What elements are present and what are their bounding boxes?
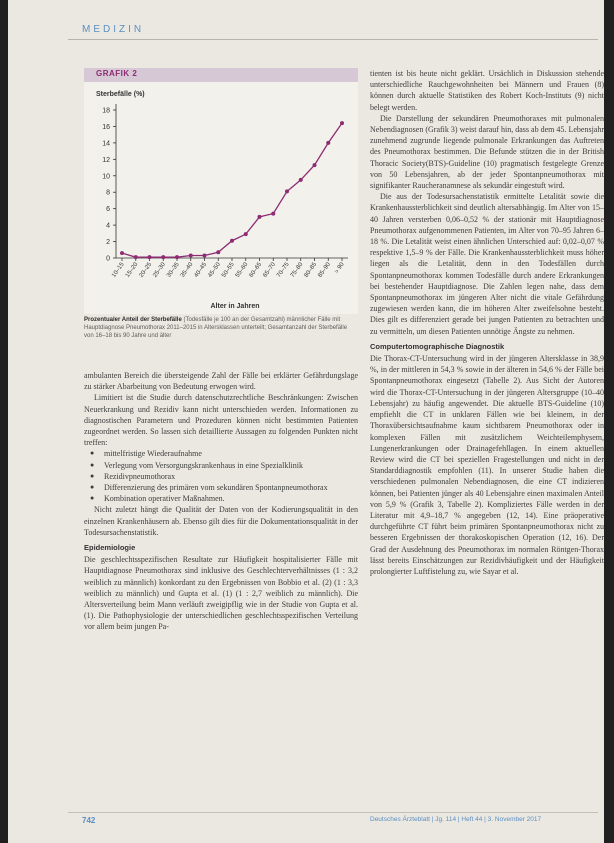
y-tick-label: 18 (102, 107, 110, 115)
x-tick-label: 45–50 (207, 261, 222, 279)
y-tick-label: 0 (106, 255, 110, 263)
line-chart (84, 82, 358, 314)
y-tick-label: 8 (106, 189, 110, 197)
list-item: ● Rezidivpneumothorax (104, 471, 358, 482)
y-tick-label: 4 (106, 222, 110, 230)
x-tick-label: 15–20 (124, 261, 140, 279)
paragraph: ambulanten Bereich die übersteigende Zahl der Fälle bei erklärter Gefährdungslage zu stärker Abarbeitung von Bedeutung erwogen wird. (84, 371, 358, 392)
x-tick-label: 40–45 (193, 261, 209, 279)
paragraph: Die Darstellung der sekundären Pneumothoraxes mit pulmonalen Nebendiagnosen (Grafik 3) weist darauf hin, dass ab dem 45. Lebensjahr zunehmend zugrunde liegende pulmonale Erkrankungen das Auftreten des Pneumothorax bestimmen. Die Befunde stützen die in der British Thoracic Society(BTS)-Guideline (10) pragmatisch festgelegte Grenze von 50 Lebensjahren, ab der jeder Spontanpneumothorax mit signifikanter Raucheranamnese als sekundär eingestuft wird. (370, 113, 604, 191)
data-point (244, 232, 248, 236)
figure-box (84, 68, 358, 314)
x-tick-label: 20–25 (138, 261, 154, 279)
x-tick-label: 25–30 (152, 261, 167, 279)
x-tick-label: 85–90 (317, 261, 332, 279)
x-axis (111, 258, 348, 279)
y-axis-label: Sterbefälle (%) (96, 91, 145, 98)
x-tick-label: 75–80 (289, 261, 305, 279)
data-point (340, 121, 344, 125)
y-tick-label: 16 (102, 123, 110, 131)
paragraph: Limitiert ist die Studie durch datenschutzrechtliche Beschränkungen: Zwischen Neuerkrankung und Rezidiv kann nicht unterschieden werden. Informationen zu diagnostischen Parametern und Prozeduren können nicht bestimmten Patienten zugeordnet werden. So lassen sich detaillierte Aussagen zu folgenden Punkten nicht treffen: (84, 393, 358, 448)
x-tick-label: 70–75 (276, 261, 291, 279)
list-item: ● mittelfristige Wiederaufnahme (104, 448, 358, 459)
subheading-ct: Computertomographische Diagnostik (370, 341, 505, 351)
y-tick-label: 12 (102, 156, 110, 164)
x-tick-label: > 90 (333, 261, 346, 275)
data-point (230, 239, 234, 243)
data-point (148, 255, 152, 259)
data-point (216, 250, 220, 254)
list-item: ● Kombination operativer Maßnahmen. (104, 493, 358, 504)
x-tick-label: 10–15 (111, 261, 126, 279)
y-tick-label: 10 (102, 173, 110, 181)
y-tick-label: 14 (102, 140, 110, 148)
data-point (134, 255, 138, 259)
paragraph: Die aus der Todesursachenstatistik ermittelte Letalität sowie die Krankenhaussterblichkeit sind deutlich altersabhängig. Im Alter von 15–40 Jahren versterben 0,06–0,52 % der stationär mit Hauptdiagnose Pneumothorax aufgenommenen Patienten, im Alter von 70–95 Jahren 6–18 %. Die Letalität weist einen ähnlichen Unterschied auf: 0,02–0,07 % respektive 1,5–9 % der Fälle. Die Krankenhaussterblichkeit muss höher liegen als die Letalität, denn in den Todesfällen durch Spontanpneumothorax kommen Todesfälle durch andere Erkrankungen bei bestehender Hauptdiagnose. Die Zahlen legen nahe, dass dem Spontanpneumothorax im jüngeren Alter nicht die vitale Gefährdung zugewiesen werden kann, die im höheren Alter zweifelsohne besteht. Dies gilt es differenziert gerade bei jungen Patienten zu betrachten und zu vermitteln, um diesen Patienten unnötige Ängste zu nehmen. (370, 192, 604, 336)
data-point (271, 212, 275, 216)
x-tick-label: 65–70 (262, 261, 277, 279)
x-tick-label: 35–40 (179, 261, 195, 279)
x-tick-label: 60–65 (248, 261, 264, 279)
series-group (120, 121, 344, 259)
x-axis-label: Alter in Jahren (210, 303, 260, 310)
data-point (299, 178, 303, 182)
figure-label: GRAFIK 2 (96, 69, 138, 78)
data-point (175, 255, 179, 259)
caption-text: (Todesfälle je 100 an der Gesamtzahl) männlicher Fälle mit Hauptdiagnose Pneumothorax 2011–2015 in Altersklassen unterteilt; Gesamtanzahl der Sterbefälle von 16–18 bis 90 Jahre und älter (84, 317, 348, 339)
left-column-text (84, 370, 358, 633)
data-point (285, 189, 289, 193)
right-column-text (370, 68, 604, 577)
figure-label-bar (84, 68, 358, 82)
data-point (203, 254, 207, 258)
x-tick-label: 30–35 (166, 261, 181, 279)
page-number: 742 (82, 816, 96, 825)
subheading-epidemiologie: Epidemiologie (84, 543, 136, 553)
data-point (161, 255, 165, 259)
series-line (122, 123, 342, 257)
data-point (120, 251, 124, 255)
paragraph: tienten ist bis heute nicht geklärt. Ursächlich in Diskussion stehende unterschiedliche Rauchgewohnheiten bei Männern und Frauen (8) können durch aktuelle Statistiken des Robert Koch-Instituts (9) nicht belegt werden. (370, 69, 604, 112)
data-point (258, 215, 262, 219)
y-tick-label: 2 (106, 239, 110, 247)
header-rule (68, 39, 598, 40)
figure-caption (84, 316, 356, 340)
data-point (313, 163, 317, 167)
data-point (189, 254, 193, 258)
data-point (326, 141, 330, 145)
paragraph: Die geschlechtsspezifischen Resultate zur Häufigkeit hospitalisierter Fälle mit Hauptdiagnose Pneumothorax sind inklusive des Geschlechterverhältnisses (1 : 3,2 weiblich zu männlich) konkordant zu den Ergebnissen von Bobbio et al. (2) (1 : 3,3 weiblich zu männlich) und Gupta et al. (1) (1 : 2,7 weiblich zu männlich). Die Altersverteilung beim Mann verläuft zweigipflig wie in der Studie von Gupta et al. (1). Die Pathophysiologie der unterschiedlichen geschlechtsspezifischen Verteilung vor allem beim jungen Pa- (84, 555, 358, 632)
limitations-list (84, 448, 358, 504)
list-item: ● Verlegung vom Versorgungskrankenhaus in eine Spezialklinik (104, 460, 358, 471)
caption-bold: Prozentualer Anteil der Sterbefälle (84, 317, 182, 323)
y-tick-label: 6 (106, 206, 110, 214)
x-tick-label: 50–55 (221, 261, 236, 279)
paragraph: Die Thorax-CT-Untersuchung wird in der jüngeren Altersklasse in 38,9 %, in der mittleren in 54,3 % sowie in der älteren in 54,6 % der Fälle bei Spontanpneumothorax eingesetzt (Tabelle 2). Aus Sicht der Autoren wird die Thorax-CT-Untersuchung in der jüngeren Altersgruppe (10–40 Lebensjahr) zu häufig angewendet. Die aktuelle BTS-Guideline (10) empfiehlt die CT in unklaren Fällen wie bei kleinem, in der Thoraxübersichtsaufnahme kaum sichtbarem Pneumothorax oder in komplexen Fällen mit zusätzlichem Weichteilemphysem, Lungenerkrankungen oder Drainagefehllagen. In einem aktuellen Review wird die CT bei speziellen Fragestellungen und nicht in der Standarddiagnostik empfohlen (11). In unserer Studie haben die verschiedenen pulmonalen Nebendiagnosen, die eine CT indizieren können, bei Patienten jünger als 40 Lebensjahre einen maximalen Anteil von 5,9 % (Grafik 3, Tabelle 2). Kompliziertes Fälle werden in der Literatur mit 4,9–18,7 % angegeben (12, 14). Eine präoperative durchgeführte CT führt beim primären Spontanpneumothorax nicht zu besseren Ergebnissen der thorakoskopischen Operation (12, 16). Der Grad der Ausdehnung des Pneumothorax im normalen Röntgen-Thorax lässt bereits Einschätzungen zur Rezidivhäufigkeit und der Häufigkeit prolongierter Luftfistelung zu, wie Sayar et al. (370, 354, 604, 576)
footer-rule (68, 812, 598, 813)
paragraph: Nicht zuletzt hängt die Qualität der Daten von der Kodierungsqualität in den einzelnen Krankenhäusern ab. Ebenso gilt dies für die Dokumentationsqualität in der Todesursachenstatistik. (84, 505, 358, 537)
journal-citation: Deutsches Ärzteblatt | Jg. 114 | Heft 44 | 3. November 2017 (370, 816, 542, 823)
section-heading: MEDIZIN (82, 24, 145, 35)
journal-page (8, 0, 604, 843)
y-axis (102, 104, 116, 263)
list-item: ● Differenzierung des primären vom sekundären Spontanpneumothorax (104, 482, 358, 493)
x-tick-label: 80–85 (303, 261, 319, 279)
x-tick-label: 55–60 (234, 261, 250, 279)
